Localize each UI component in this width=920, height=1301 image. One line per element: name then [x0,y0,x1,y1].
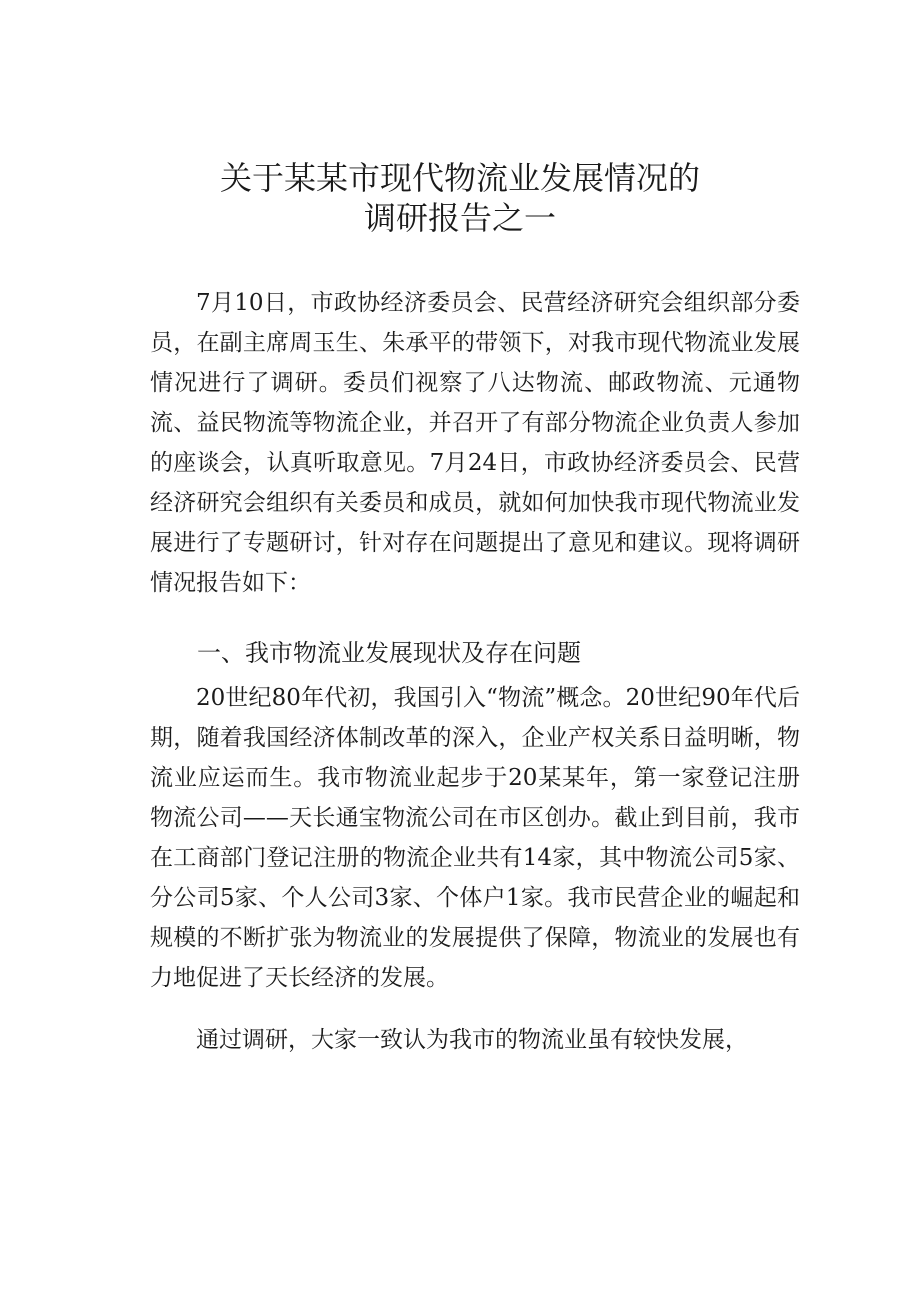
section-heading-1: 一、我市物流业发展现状及存在问题 [197,639,581,667]
body-paragraph-findings: 通过调研，大家一致认为我市的物流业虽有较快发展， [196,1027,748,1053]
body-paragraph-intro: 7月10日，市政协经济委员会、民营经济研究会组织部分委员，在副主席周玉生、朱承平的带领下，对我市现代物流业发展情况进行了调研。委员们视察了八达物流、邮政物流、元通物流、益民物流等物流企业，并召开了有部分物流企业负责人参加的座谈会，认真听取意见。7月24日，市政协经济委员会、民营经济研究会组织有关委员和成员，就如何加快我市现代物流业发展进行了专题研讨，针对存在问题提出了意见和建议。现将调研情况报告如下： [150,290,800,596]
document-title-line-1: 关于某某市现代物流业发展情况的 [219,159,700,197]
body-paragraph-status: 20世纪80年代初，我国引入“物流”概念。20世纪90年代后期，随着我国经济体制改革的深入，企业产权关系日益明晰，物流业应运而生。我市物流业起步于20某某年，第一家登记注册物流公司——天长通宝物流公司在市区创办。截止到目前，我市在工商部门登记注册的物流企业共有14家，其中物流公司5家、分公司5家、个人公司3家、个体户1家。我市民营企业的崛起和规模的不断扩张为物流业的发展提供了保障，物流业的发展也有力地促进了天长经济的发展。 [150,685,800,991]
document-title-line-2: 调研报告之一 [363,199,556,237]
